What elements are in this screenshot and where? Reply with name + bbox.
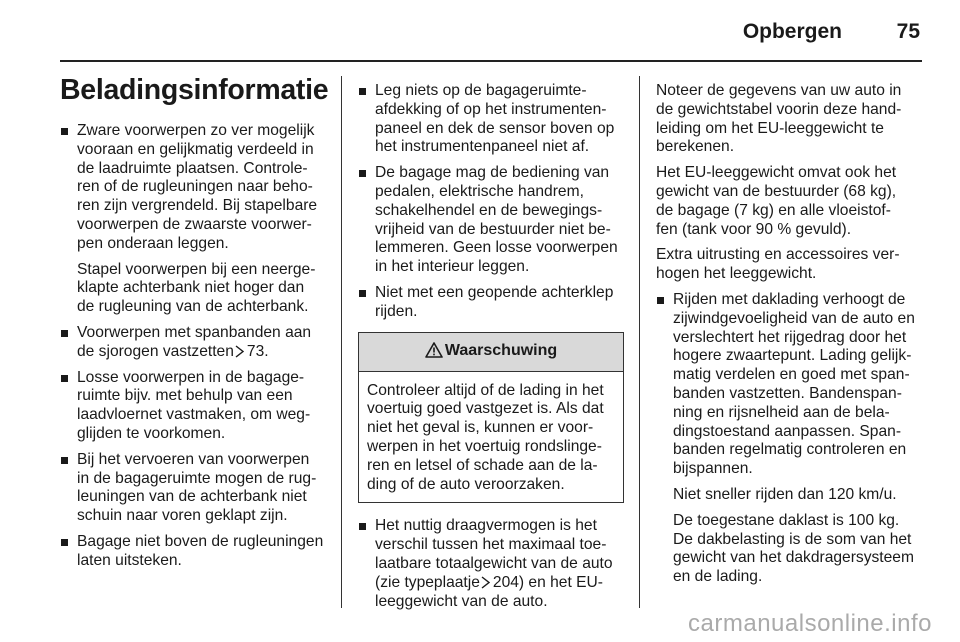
list-item-text: leeggewicht van de auto. xyxy=(375,592,548,610)
header-rule xyxy=(60,60,922,62)
list-item: Leg niets op de bagageruimte- afdekking of op het instrumenten- paneel en dek de sensor boven op het instrumentenpaneel niet af. xyxy=(358,82,624,157)
column-divider-1 xyxy=(341,76,342,608)
column-1 xyxy=(60,122,324,578)
list-item: Bagage niet boven de rugleuningen laten uitsteken. xyxy=(60,533,324,571)
section-title: Opbergen xyxy=(742,20,842,43)
warning-box xyxy=(358,332,624,504)
list-item xyxy=(358,517,624,611)
list-item: Bij het vervoeren van voorwerpen in de bagageruimte mogen de rug- leuningen van de achterbank niet schuin naar voren geklapt zijn. xyxy=(60,451,324,526)
warning-text: Controleer altijd of de lading in het voertuig goed vastgezet is. Als dat niet het geval is, kunnen er voor- werpen in het voertuig rondslinge- ren en letsel of schade aan de la- ding of de auto veroorzaken. xyxy=(367,381,604,493)
column-divider-2 xyxy=(639,76,640,608)
paragraph: Stapel voorwerpen bij een neerge- klapte achterbank niet hoger dan de rugleuning van de achterbank. xyxy=(77,260,316,316)
page-number: 75 xyxy=(896,20,920,43)
paragraph: De toegestane daklast is 100 kg. De dakbelasting is de som van het gewicht van het dakdragersysteem en de lading. xyxy=(673,511,914,586)
list-item: Rijden met daklading verhoogt de zijwindgevoeligheid van de auto en verslechtert het rijgedrag door het hogere zwaartepunt. Lading gelijk- matig verdelen en goed met span- banden vastzetten. Bandenspan- ning en rijsnelheid aan de bela- dingstoestand aanpassen. Span- banden regelmatig controleren en bijspannen. xyxy=(656,291,922,479)
paragraph: Het EU-leeggewicht omvat ook het gewicht van de bestuurder (68 kg), de bagage (7 kg) en alle vloeistof- fen (tank voor 90 % gevuld). xyxy=(656,164,897,238)
list-item xyxy=(60,324,324,362)
column-2 xyxy=(358,82,624,618)
watermark: carmanualsonline.info xyxy=(688,610,932,637)
list-item: Niet met een geopende achterklep rijden. xyxy=(358,284,624,322)
page-header xyxy=(0,0,960,60)
paragraph: Niet sneller rijden dan 120 km/u. xyxy=(673,485,897,503)
page-reference-icon[interactable] xyxy=(481,576,490,595)
list-item-text: Het nuttig draagvermogen is het verschil tussen het maximaal toe- laatbare totaalgewicht van de auto (zie typeplaatje xyxy=(375,517,613,591)
page-reference-icon[interactable] xyxy=(235,345,244,364)
paragraph: Extra uitrusting en accessoires ver- hogen het leeggewicht. xyxy=(656,246,900,283)
page-reference[interactable]: 73. xyxy=(246,342,269,360)
warning-triangle-icon xyxy=(425,342,443,364)
warning-header xyxy=(359,333,623,372)
page-reference[interactable]: 204) en het EU- xyxy=(492,573,603,591)
paragraph: Noteer de gegevens van uw auto in de gewichtstabel voorin deze hand- leiding om het EU-leeggewicht te berekenen. xyxy=(656,82,902,156)
column-3 xyxy=(656,82,922,594)
list-item: De bagage mag de bediening van pedalen, elektrische handrem, schakelhendel en de bewegings- vrijheid van de bestuurder niet be- lemmeren. Geen losse voorwerpen in het interieur leggen. xyxy=(358,164,624,277)
page-title: Beladingsinformatie xyxy=(60,74,329,106)
list-item: Zware voorwerpen zo ver mogelijk vooraan en gelijkmatig verdeeld in de laadruimte plaatsen. Controle- ren of de rugleuningen naar beho- ren zijn vergrendeld. Bij stapelbare voorwerpen de zwaarste voorwer- pen onderaan leggen. xyxy=(60,122,324,254)
warning-title: Waarschuwing xyxy=(444,342,558,360)
list-item-text: Voorwerpen met spanbanden aan de sjorogen vastzetten xyxy=(77,323,312,360)
list-item: Losse voorwerpen in de bagage- ruimte bijv. met behulp van een laadvloernet vastmaken, om weg- glijden te voorkomen. xyxy=(60,369,324,444)
